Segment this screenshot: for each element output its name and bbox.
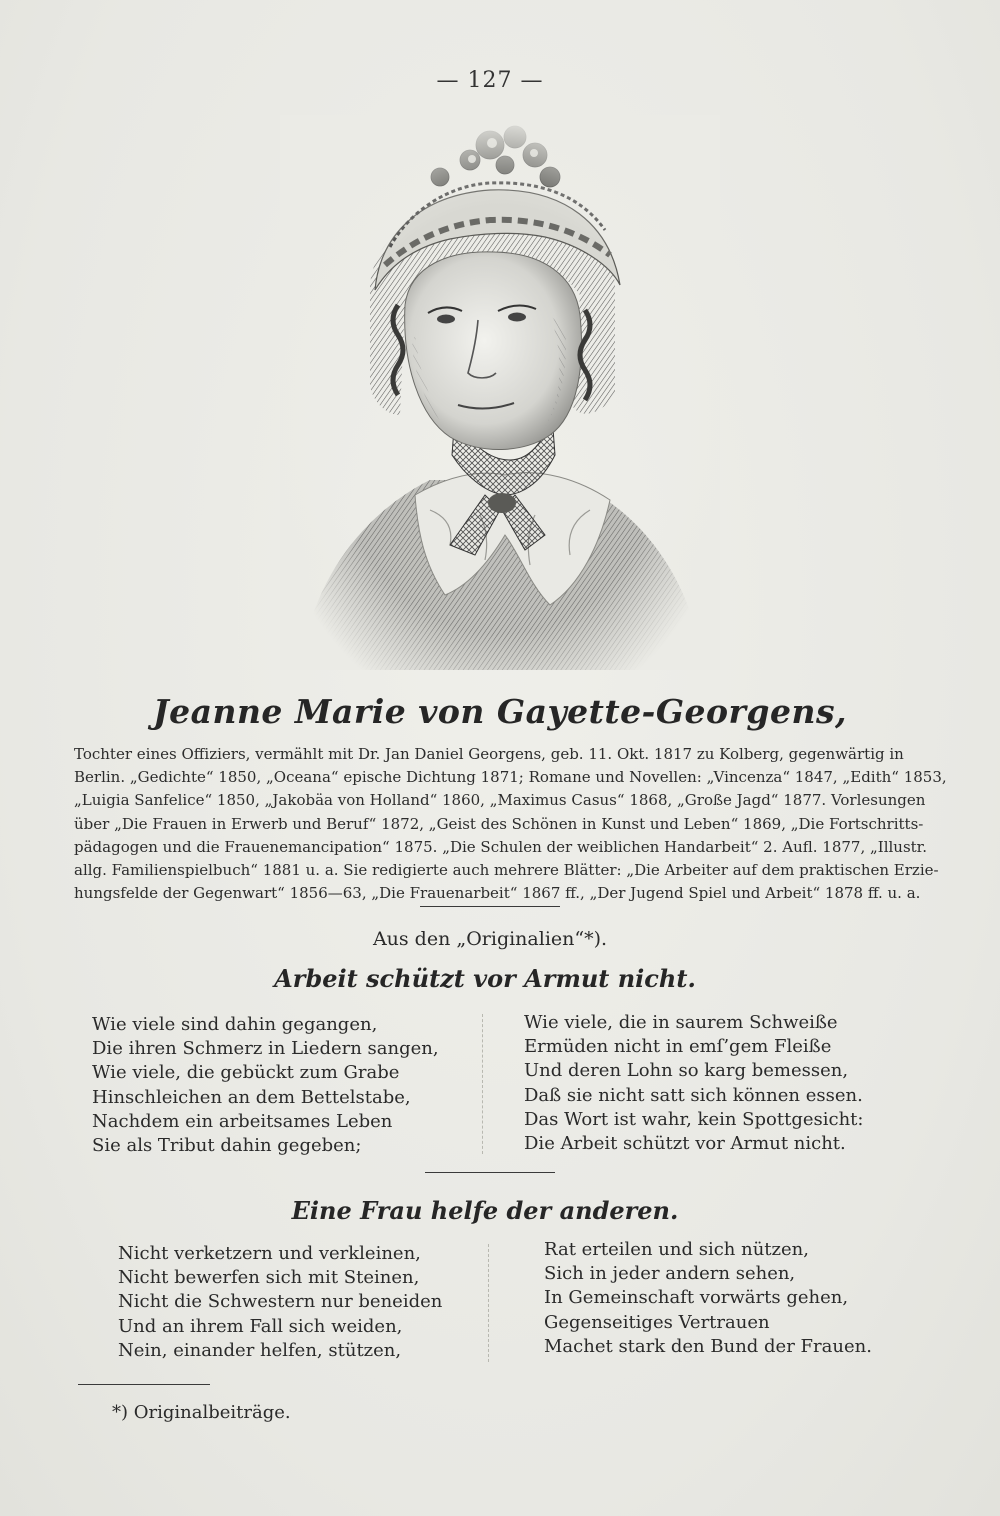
bio-line: Berlin. „Gedichte“ 1850, „Oceana“ epische Dichtung 1871; Romane und Novellen: „Vincenza“ 1847, „Edith“ 1853, [74, 768, 947, 787]
column-separator [482, 1014, 483, 1154]
footnote: *) Originalbeiträge. [112, 1402, 291, 1423]
verse-line: Ermüden nicht in emſ’gem Fleiße [524, 1036, 832, 1058]
footnote-rule [78, 1384, 210, 1385]
section-divider [420, 906, 560, 907]
poem-stanza-left [92, 1013, 439, 1158]
verse-line: Hinschleichen an dem Bettelstabe, [92, 1086, 411, 1108]
engraved-portrait [280, 115, 720, 670]
section-divider [425, 1172, 555, 1173]
verse-line: Nicht verketzern und verkleinen, [118, 1243, 421, 1264]
bio-line: pädagogen und die Frauenemancipation“ 1875. „Die Schulen der weiblichen Handarbeit“ 2. Aufl. 1877, „Illustr. [74, 837, 927, 856]
page-number: — 127 — [436, 68, 544, 93]
poem-stanza-right [524, 1011, 863, 1156]
bio-line: hungsfelde der Gegenwart“ 1856—63, „Die Frauenarbeit“ 1867 ff., „Der Jugend Spiel und Arbeit“ 1878 ff. u. a. [74, 884, 921, 903]
verse-line: Die ihren Schmerz in Liedern sangen, [92, 1038, 439, 1060]
verse-line: Nicht bewerfen sich mit Steinen, [118, 1267, 420, 1289]
biography-text [74, 743, 947, 905]
verse-line: Rat erteilen und sich nützen, [544, 1239, 809, 1260]
bio-line: „Luigia Sanfelice“ 1850, „Jakobäa von Holland“ 1860, „Maximus Casus“ 1868, „Große Jagd“ 1877. Vorlesungen [74, 791, 926, 810]
bio-line: Tochter eines Offiziers, vermählt mit Dr. Jan Daniel Georgens, geb. 11. Okt. 1817 zu Kolberg, gegenwärtig in [74, 745, 904, 763]
biography-title: Jeanne Marie von Gayette-Georgens, [152, 692, 848, 731]
verse-line: Die Arbeit schützt vor Armut nicht. [524, 1133, 846, 1155]
verse-line: Wie viele, die gebückt zum Grabe [92, 1062, 400, 1084]
verse-line: Nicht die Schwestern nur beneiden [118, 1291, 443, 1313]
verse-line: Daß sie nicht satt sich können essen. [524, 1084, 863, 1106]
verse-line: Sich in jeder andern sehen, [544, 1263, 796, 1285]
verse-line: Und deren Lohn so karg bemessen, [524, 1060, 849, 1082]
verse-line: Wie viele sind dahin gegangen, [92, 1014, 378, 1035]
verse-line: Gegenseitiges Vertrauen [544, 1311, 770, 1333]
bio-line: allg. Familienspielbuch“ 1881 u. a. Sie redigierte auch mehrere Blätter: „Die Arbeiter auf dem praktischen Erzie- [74, 861, 939, 880]
verse-line: Wie viele, die in saurem Schweiße [524, 1012, 838, 1033]
poem-stanza-left [118, 1242, 442, 1363]
verse-line: Und an ihrem Fall sich weiden, [118, 1315, 403, 1337]
poem-stanza-right [544, 1238, 872, 1359]
verse-line: Machet stark den Bund der Frauen. [544, 1335, 872, 1357]
verse-line: Das Wort ist wahr, kein Spottgesicht: [524, 1108, 864, 1130]
verse-line: Sie als Tribut dahin gegeben; [92, 1135, 362, 1157]
verse-line: In Gemeinschaft vorwärts gehen, [544, 1287, 849, 1309]
poem-title: Eine Frau helfe der anderen. [291, 1196, 679, 1225]
source-line: Aus den „Originalien“*). [372, 928, 608, 950]
verse-line: Nachdem ein arbeitsames Leben [92, 1110, 393, 1132]
verse-line: Nein, einander helfen, stützen, [118, 1339, 402, 1361]
bio-line: über „Die Frauen in Erwerb und Beruf“ 1872, „Geist des Schönen in Kunst und Leben“ 1869, „Die Fortschritts- [74, 814, 924, 833]
column-separator [488, 1244, 489, 1362]
poem-title: Arbeit schützt vor Armut nicht. [274, 964, 696, 993]
